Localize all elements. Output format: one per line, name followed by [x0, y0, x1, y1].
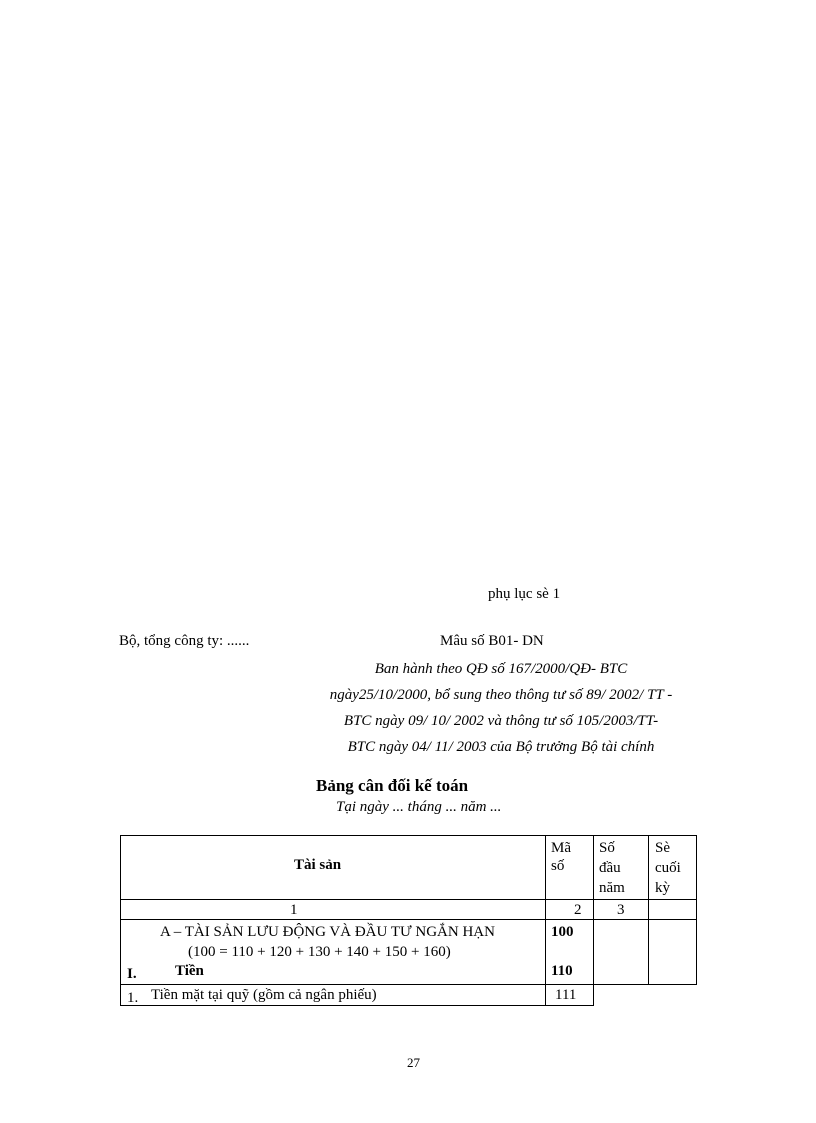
table-column-divider	[545, 835, 546, 1006]
page-number: 27	[407, 1055, 420, 1070]
table-border-left	[120, 835, 121, 1006]
header-code: số	[551, 858, 565, 874]
document-title: Bảng cân đối kế toán	[316, 776, 469, 795]
column-index: 1	[290, 902, 298, 918]
section-a-formula: (100 = 110 + 120 + 130 + 140 + 150 + 160)	[188, 944, 451, 960]
issuance-line: BTC ngày 09/ 10/ 2002 và thông tư số 105/2003/TT-	[343, 713, 659, 729]
header-ending-balance: Sè	[655, 840, 670, 856]
issuance-line: BTC ngày 04/ 11/ 2003 của Bộ trưởng Bộ tài chính	[347, 739, 655, 755]
table-rule	[120, 899, 697, 900]
column-index: 2	[574, 902, 582, 918]
table-rule	[120, 984, 697, 985]
header-ending-balance: cuối	[655, 860, 681, 876]
report-date-line: Tại ngày ... tháng ... năm ...	[336, 799, 502, 815]
table-rule	[120, 919, 697, 920]
column-index: 3	[617, 902, 625, 918]
header-code: Mã	[551, 840, 571, 856]
table-column-divider	[648, 835, 649, 985]
table-border-top	[120, 835, 697, 836]
appendix-label: phụ lục sè 1	[488, 586, 561, 602]
cash-on-hand-label: Tiền mặt tại quỹ (gồm cả ngân phiếu)	[151, 987, 377, 1003]
header-ending-balance: kỳ	[655, 880, 670, 896]
row-code: 111	[555, 987, 577, 1003]
row-code: 100	[551, 924, 574, 940]
header-beginning-balance: Số	[599, 840, 615, 856]
row-code: 110	[551, 963, 573, 979]
issuance-line: Ban hành theo QĐ số 167/2000/QĐ- BTC	[374, 661, 628, 677]
issuance-line: ngày25/10/2000, bổ sung theo thông tư số 89/ 2002/ TT -	[329, 687, 673, 703]
table-border-bottom	[120, 1005, 593, 1006]
header-asset: Tài sản	[294, 857, 342, 873]
table-column-divider	[593, 835, 594, 1006]
form-code: Mâu số B01- DN	[440, 633, 544, 649]
header-beginning-balance: năm	[599, 880, 625, 896]
table-border-right	[696, 835, 697, 985]
ministry-label: Bộ, tổng công ty: ......	[119, 633, 250, 649]
issuance-note	[296, 656, 706, 760]
cash-label: Tiền	[175, 963, 204, 979]
row-number: 1.	[127, 990, 139, 1006]
header-beginning-balance: đầu	[599, 860, 621, 876]
section-a-label: A – TÀI SẢN LƯU ĐỘNG VÀ ĐẦU TƯ NGẮN HẠN	[160, 924, 495, 940]
row-number: I.	[127, 966, 137, 982]
